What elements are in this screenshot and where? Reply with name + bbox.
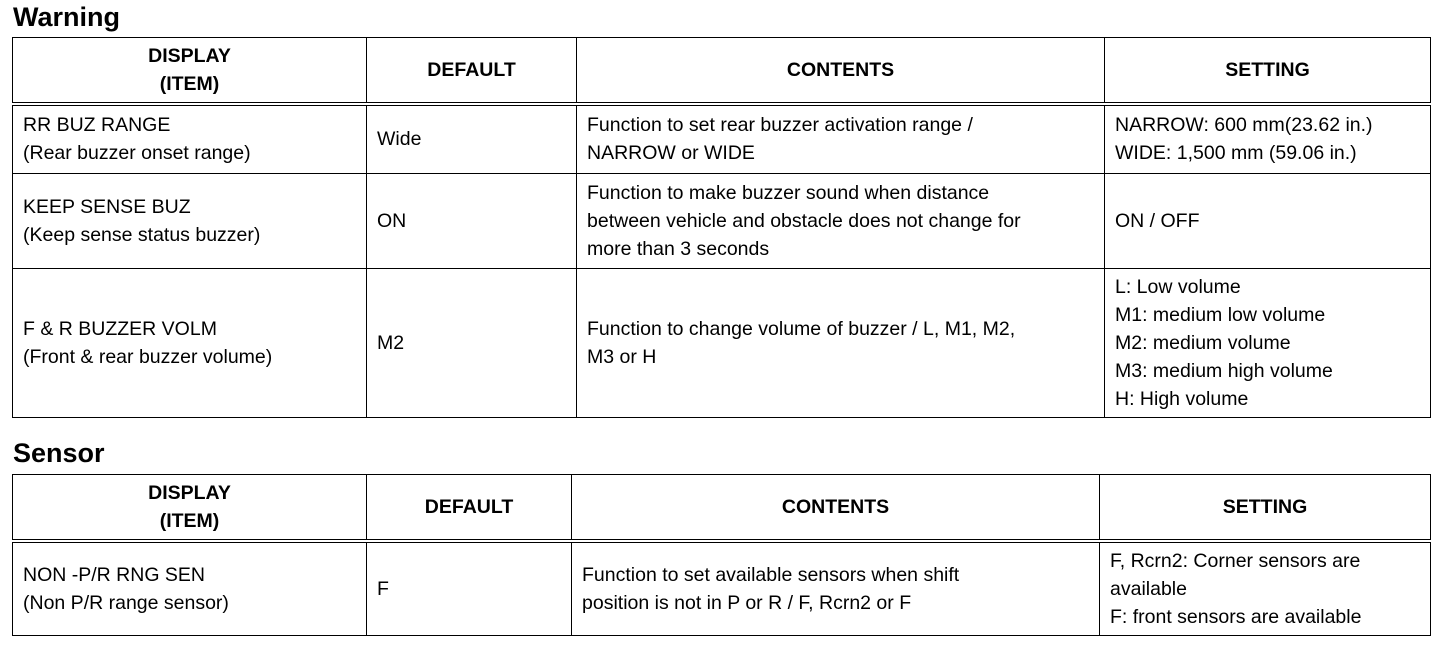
header-default: DEFAULT — [367, 38, 577, 104]
cell-display: NON -P/R RNG SEN (Non P/R range sensor) — [13, 541, 367, 636]
warning-header-row — [13, 38, 1431, 104]
table-row — [13, 541, 1431, 636]
table-row — [13, 174, 1431, 269]
cell-setting: F, Rcrn2: Corner sensors are available F: front sensors are available — [1100, 541, 1431, 636]
cell-default: ON — [367, 174, 577, 269]
header-setting: SETTING — [1100, 475, 1431, 541]
cell-default: F — [367, 541, 572, 636]
header-default: DEFAULT — [367, 475, 572, 541]
warning-table — [12, 37, 1431, 418]
sensor-table — [12, 474, 1431, 636]
sensor-header-row — [13, 475, 1431, 541]
cell-contents: Function to set rear buzzer activation range / NARROW or WIDE — [577, 104, 1105, 174]
cell-contents: Function to change volume of buzzer / L, M1, M2, M3 or H — [577, 269, 1105, 418]
table-row — [13, 269, 1431, 418]
header-display-item: DISPLAY (ITEM) — [13, 475, 367, 541]
cell-display: F & R BUZZER VOLM (Front & rear buzzer volume) — [13, 269, 367, 418]
cell-setting: NARROW: 600 mm(23.62 in.) WIDE: 1,500 mm (59.06 in.) — [1105, 104, 1431, 174]
header-setting: SETTING — [1105, 38, 1431, 104]
cell-default: Wide — [367, 104, 577, 174]
cell-contents: Function to make buzzer sound when distance between vehicle and obstacle does not change for more than 3 seconds — [577, 174, 1105, 269]
cell-setting: ON / OFF — [1105, 174, 1431, 269]
cell-setting: L: Low volume M1: medium low volume M2: medium volume M3: medium high volume H: High volume — [1105, 269, 1431, 418]
header-display-item: DISPLAY (ITEM) — [13, 38, 367, 104]
header-contents: CONTENTS — [577, 38, 1105, 104]
cell-display: RR BUZ RANGE (Rear buzzer onset range) — [13, 104, 367, 174]
cell-contents: Function to set available sensors when shift position is not in P or R / F, Rcrn2 or F — [572, 541, 1100, 636]
header-contents: CONTENTS — [572, 475, 1100, 541]
warning-section-title: Warning — [13, 2, 120, 32]
cell-default: M2 — [367, 269, 577, 418]
cell-display: KEEP SENSE BUZ (Keep sense status buzzer) — [13, 174, 367, 269]
sensor-section-title: Sensor — [13, 438, 105, 468]
table-row — [13, 104, 1431, 174]
